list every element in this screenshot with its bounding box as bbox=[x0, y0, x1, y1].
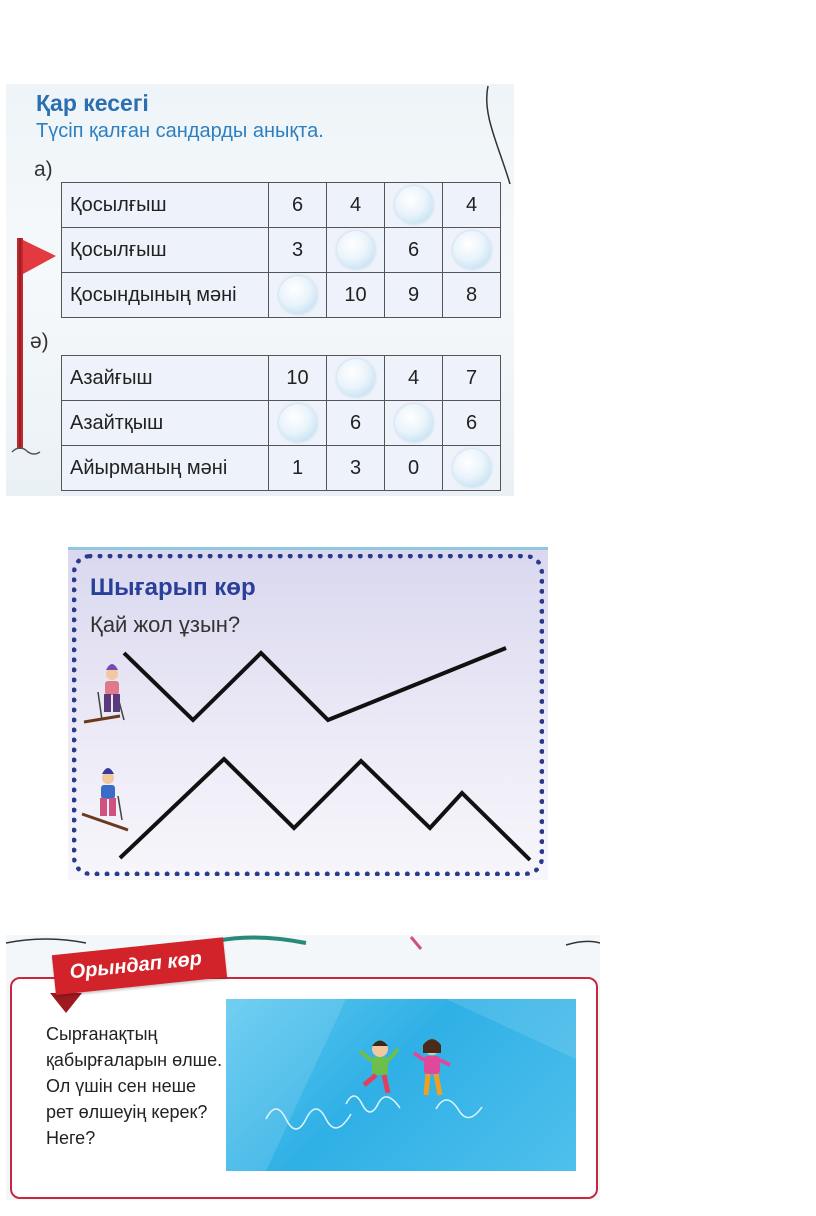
number-cell: 4 bbox=[385, 356, 443, 401]
zigzag-paths bbox=[68, 550, 548, 880]
missing-number-cell[interactable] bbox=[385, 183, 443, 228]
section-title: Шығарып көр bbox=[90, 574, 256, 601]
section-instruction: Түсіп қалған сандарды анықта. bbox=[36, 120, 324, 142]
row-label: Қосылғыш bbox=[62, 228, 269, 273]
snowball-icon bbox=[337, 359, 375, 397]
snowball-icon bbox=[453, 449, 491, 487]
number-cell: 4 bbox=[327, 183, 385, 228]
snowball-icon bbox=[395, 186, 433, 224]
snowball-icon bbox=[337, 231, 375, 269]
number-cell: 3 bbox=[269, 228, 327, 273]
snowball-icon bbox=[279, 276, 317, 314]
snowball-icon bbox=[279, 404, 317, 442]
table-row bbox=[62, 356, 501, 401]
ice-rink-drawing bbox=[226, 999, 576, 1171]
number-cell: 6 bbox=[327, 401, 385, 446]
row-label: Қосылғыш bbox=[62, 183, 269, 228]
section-question: Қай жол ұзын? bbox=[90, 612, 241, 637]
missing-number-cell[interactable] bbox=[385, 401, 443, 446]
missing-number-cell[interactable] bbox=[269, 273, 327, 318]
row-label: Азайтқыш bbox=[62, 401, 269, 446]
number-cell: 1 bbox=[269, 446, 327, 491]
snowball-icon bbox=[395, 404, 433, 442]
number-cell: 9 bbox=[385, 273, 443, 318]
row-label: Айырманың мәні bbox=[62, 446, 269, 491]
section-title: Қар кесегі bbox=[36, 90, 149, 116]
table-row bbox=[62, 183, 501, 228]
flag-icon bbox=[6, 234, 66, 464]
missing-number-cell[interactable] bbox=[443, 228, 501, 273]
badge-label: Орындап көр bbox=[68, 947, 203, 984]
snow-exercise-section bbox=[6, 84, 514, 496]
girl-skater-icon bbox=[414, 1039, 450, 1095]
number-cell: 6 bbox=[385, 228, 443, 273]
missing-number-cell[interactable] bbox=[269, 401, 327, 446]
table-row bbox=[62, 228, 501, 273]
addition-table bbox=[61, 182, 501, 318]
missing-number-cell[interactable] bbox=[327, 356, 385, 401]
number-cell: 3 bbox=[327, 446, 385, 491]
snowball-icon bbox=[453, 231, 491, 269]
row-label: Қосындының мәні bbox=[62, 273, 269, 318]
number-cell: 7 bbox=[443, 356, 501, 401]
missing-number-cell[interactable] bbox=[443, 446, 501, 491]
part-b-label: ә) bbox=[30, 330, 49, 353]
number-cell: 4 bbox=[443, 183, 501, 228]
ice-rink-illustration bbox=[226, 999, 576, 1171]
part-a-label: а) bbox=[34, 158, 53, 181]
task-text: Сырғанақтың қабырғаларын өлше. Ол үшін сен неше рет өлшеуің керек? Неге? bbox=[46, 1024, 223, 1148]
subtraction-table bbox=[61, 355, 501, 491]
number-cell: 8 bbox=[443, 273, 501, 318]
badge-tail bbox=[50, 993, 82, 1013]
table-row bbox=[62, 401, 501, 446]
skier-bottom-icon bbox=[82, 768, 128, 830]
boy-skater-icon bbox=[360, 1041, 398, 1094]
number-cell: 10 bbox=[327, 273, 385, 318]
missing-number-cell[interactable] bbox=[327, 228, 385, 273]
top-path bbox=[124, 648, 506, 720]
path-length-section bbox=[68, 547, 548, 880]
table-row bbox=[62, 273, 501, 318]
snow-drift-decoration bbox=[476, 84, 514, 194]
number-cell: 0 bbox=[385, 446, 443, 491]
number-cell: 10 bbox=[269, 356, 327, 401]
skier-top-icon bbox=[84, 664, 124, 722]
bottom-path bbox=[120, 759, 530, 860]
row-label: Азайғыш bbox=[62, 356, 269, 401]
measure-task-section bbox=[6, 935, 600, 1200]
table-row bbox=[62, 446, 501, 491]
number-cell: 6 bbox=[269, 183, 327, 228]
number-cell: 6 bbox=[443, 401, 501, 446]
